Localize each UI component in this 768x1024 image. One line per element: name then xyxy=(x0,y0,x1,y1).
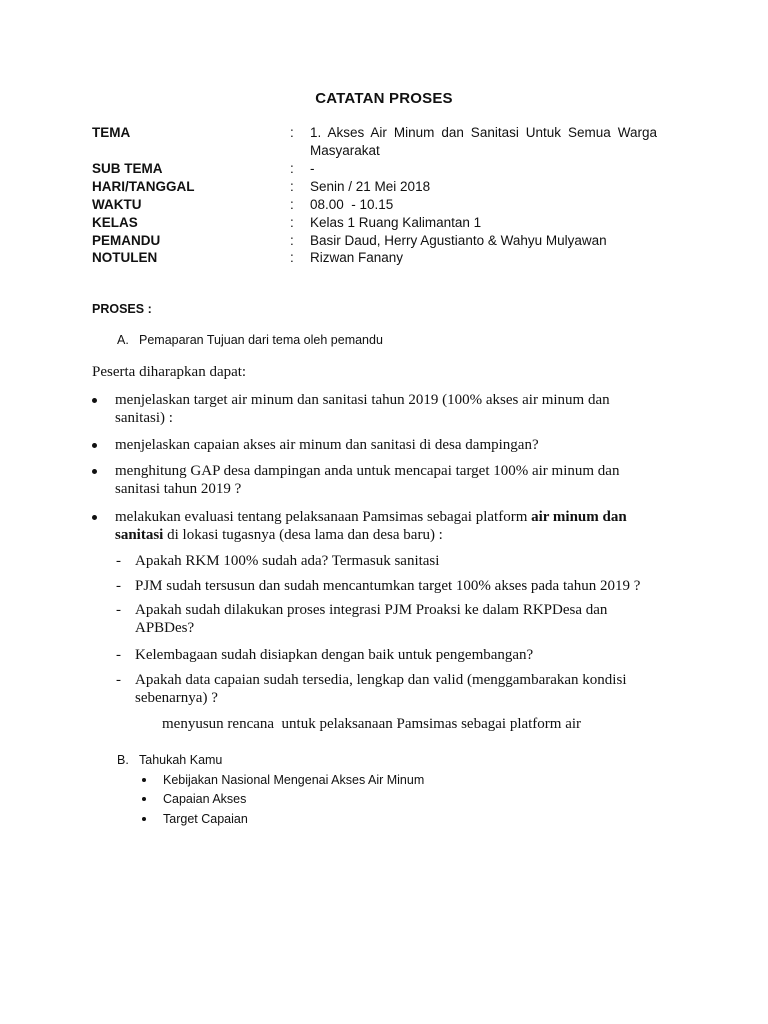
meta-label: NOTULEN xyxy=(92,250,158,265)
section-title: Pemaparan Tujuan dari tema oleh pemandu xyxy=(139,333,383,347)
meta-value: Rizwan Fanany xyxy=(310,250,404,265)
dash-marker: - xyxy=(116,647,121,663)
section-letter: B. xyxy=(117,753,129,767)
meta-label: HARI/TANGGAL xyxy=(92,179,195,194)
meta-label: WAKTU xyxy=(92,197,142,212)
dash-item-text: Apakah data capaian sudah tersedia, lengkap dan valid (menggambarakan kondisi sebenarnya) ? xyxy=(135,672,627,706)
meta-value: Kelas 1 Ruang Kalimantan 1 xyxy=(310,215,482,230)
sub-list-item-text: Kebijakan Nasional Mengenai Akses Air Minum xyxy=(163,773,425,787)
sub-list-item-text: Target Capaian xyxy=(163,812,248,826)
list-item-text: menjelaskan target air minum dan sanitasi tahun 2019 (100% akses air minum dan sanitasi) : xyxy=(115,392,610,426)
meta-colon: : xyxy=(290,197,294,212)
proses-label: PROSES : xyxy=(92,302,152,316)
bullet-icon xyxy=(92,469,97,474)
continuation-text: menyusun rencana untuk pelaksanaan Pamsimas sebagai platform air xyxy=(162,716,582,732)
dash-marker: - xyxy=(116,553,121,569)
meta-colon: : xyxy=(290,250,294,265)
bold-text: air minum dan sanitasi xyxy=(115,509,627,543)
dash-item-text: Apakah sudah dilakukan proses integrasi PJM Proaksi ke dalam RKPDesa dan APBDes? xyxy=(135,602,608,636)
sub-list-item-text: Capaian Akses xyxy=(163,792,247,806)
section-letter: A. xyxy=(117,333,129,347)
meta-value: 08.00 - 10.15 xyxy=(310,197,394,212)
meta-colon: : xyxy=(290,161,294,176)
dash-marker: - xyxy=(116,578,121,594)
list-item-text xyxy=(115,508,660,544)
meta-label: PEMANDU xyxy=(92,233,161,248)
meta-value: Senin / 21 Mei 2018 xyxy=(310,179,431,194)
list-item-text: menjelaskan capaian akses air minum dan sanitasi di desa dampingan? xyxy=(115,437,539,453)
bullet-icon xyxy=(92,443,97,448)
meta-label: KELAS xyxy=(92,215,138,230)
meta-colon: : xyxy=(290,125,294,140)
dash-marker: - xyxy=(116,602,121,618)
bullet-icon xyxy=(142,797,146,801)
meta-value: - xyxy=(310,161,315,176)
meta-label: TEMA xyxy=(92,125,131,140)
meta-colon: : xyxy=(290,179,294,194)
text-run: melakukan evaluasi tentang pelaksanaan Pamsimas sebagai platform xyxy=(115,509,532,525)
meta-value: Basir Daud, Herry Agustianto & Wahyu Mulyawan xyxy=(310,233,607,248)
dash-item-text: PJM sudah tersusun dan sudah mencantumkan target 100% akses pada tahun 2019 ? xyxy=(135,578,641,594)
bullet-icon xyxy=(142,778,146,782)
meta-value: 1. Akses Air Minum dan Sanitasi Untuk Semua Warga Masyarakat xyxy=(310,125,657,158)
meta-colon: : xyxy=(290,233,294,248)
bullet-icon xyxy=(142,817,146,821)
dash-marker: - xyxy=(116,672,121,688)
bullet-icon xyxy=(92,398,97,403)
intro-text: Peserta diharapkan dapat: xyxy=(92,364,247,380)
dash-item-text: Apakah RKM 100% sudah ada? Termasuk sanitasi xyxy=(135,553,440,569)
bullet-icon xyxy=(92,515,97,520)
meta-colon: : xyxy=(290,215,294,230)
document-title: CATATAN PROSES xyxy=(315,90,453,107)
section-title: Tahukah Kamu xyxy=(139,753,223,767)
list-item-text: menghitung GAP desa dampingan anda untuk mencapai target 100% air minum dan sanitasi tahun 2019 ? xyxy=(115,463,620,497)
dash-item-text: Kelembagaan sudah disiapkan dengan baik untuk pengembangan? xyxy=(135,647,534,663)
meta-label: SUB TEMA xyxy=(92,161,163,176)
text-run: di lokasi tugasnya (desa lama dan desa baru) : xyxy=(163,527,443,543)
